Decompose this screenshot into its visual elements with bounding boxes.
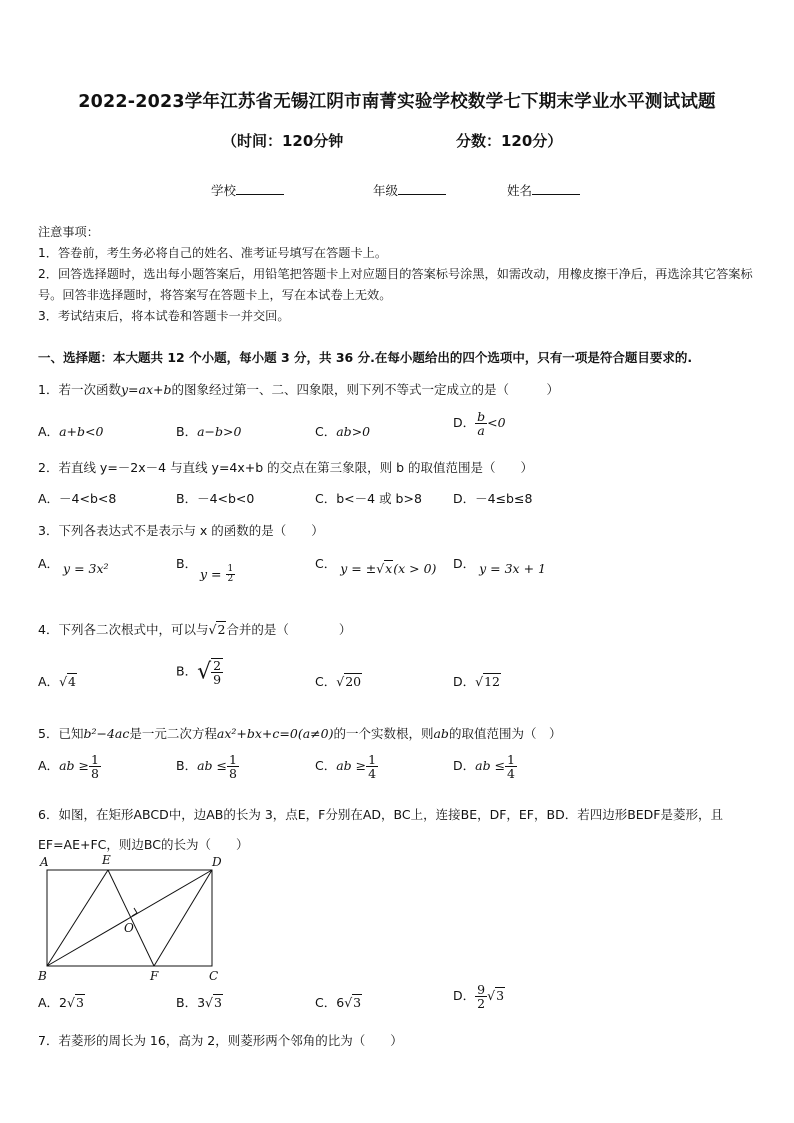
name-blank: [532, 182, 580, 195]
q1-stem-tail: 的图象经过第一、二、四象限，则下列不等式一定成立的是（ ）: [171, 382, 559, 397]
q6-option-c[interactable]: C．6√3: [315, 995, 362, 1010]
q2-option-c[interactable]: C．b<－4 或 b>8: [315, 491, 422, 506]
q1-option-c[interactable]: C．ab>0: [315, 424, 371, 439]
q5-option-a[interactable]: A．ab ≥ $\frac{1}{8}$: [38, 752, 99, 782]
label-f: F: [150, 969, 159, 982]
notes-item-2: 2．回答选择题时，选出每小题答案后，用铅笔把答题卡上对应题目的答案标号涂黑，如需改动，用橡皮擦干净后，再选涂其它答案标号。回答非选择题时，将答案写在答题卡上，写在本试卷上无效。: [38, 267, 753, 302]
q2-option-a[interactable]: A．－4<b<8: [38, 491, 117, 506]
q3-option-b[interactable]: B．: [176, 556, 198, 571]
school-blank: [236, 182, 284, 195]
diagonal-bd: [47, 870, 212, 966]
q1-stem: 1．若一次函数: [38, 382, 121, 397]
question-4: 4．下列各二次根式中，可以与√2合并的是（ ）: [38, 622, 352, 637]
segment-ef: [108, 870, 154, 966]
label-e: E: [102, 853, 111, 867]
grade-field: [373, 181, 446, 199]
segment-be: [47, 870, 108, 966]
q3-option-a[interactable]: A． y = 3x²: [38, 556, 109, 576]
grade-blank: [398, 182, 446, 195]
notes-item-3: 3．考试结束后，将本试卷和答题卡一并交回。: [38, 309, 290, 323]
label-o: O: [124, 921, 134, 935]
rectangle-rhombus-figure: [36, 852, 226, 982]
question-1: [38, 380, 559, 398]
school-field: [211, 181, 284, 199]
q3-option-c[interactable]: C． y = ±√x(x > 0): [315, 556, 437, 576]
right-angle-marker: [132, 908, 137, 916]
q5-option-c[interactable]: C．ab ≥ $\frac{1}{4}$: [315, 752, 377, 782]
question-5: 5．已知b²−4ac是一元二次方程ax²+bx+c=0(a≠0)的一个实数根，则ab的取值范围为（ ）: [38, 726, 562, 741]
q6-option-b[interactable]: B．3√3: [176, 995, 222, 1010]
q1-option-d[interactable]: D． $\frac{b}{a}$ <0: [453, 409, 506, 439]
question-3: 3．下列各表达式不是表示与 x 的函数的是（ ）: [38, 523, 324, 538]
q6-option-d[interactable]: D． $\frac{9}{2}$ √3: [453, 982, 505, 1012]
question-2: 2．若直线 y=－2x－4 与直线 y=4x+b 的交点在第三象限，则 b 的取值范围是（ ）: [38, 460, 534, 475]
label-c: C: [209, 969, 219, 982]
q4-option-c[interactable]: C．√20: [315, 674, 362, 689]
q1-option-b[interactable]: B．a−b>0: [176, 424, 242, 439]
q3-option-b-expr: y = $\frac{1}{2}$: [200, 564, 234, 585]
segment-fd: [154, 870, 212, 966]
exam-time: （时间：120分钟: [222, 132, 344, 150]
q6-option-a[interactable]: A．2√3: [38, 995, 84, 1010]
notes-item-1: 1．答卷前，考生务必将自己的姓名、准考证号填写在答题卡上。: [38, 246, 388, 260]
label-b: B: [38, 969, 47, 982]
notes-block: [38, 222, 760, 327]
label-a: A: [40, 855, 49, 869]
notes-heading: 注意事项：: [38, 225, 99, 239]
q4-option-d[interactable]: D．√12: [453, 674, 501, 689]
q1-function: y=ax+b: [120, 382, 172, 397]
q1-option-a[interactable]: A．a+b<0: [38, 424, 104, 439]
question-6: 6．如图，在矩形ABCD中，边AB的长为 3，点E，F分别在AD，BC上，连接BE，DF，EF，BD．若四边形BEDF是菱形，且EF=AE+FC，则边BC的长为（ ）: [38, 807, 723, 852]
q2-option-d[interactable]: D．－4≤b≤8: [453, 491, 533, 506]
name-field: [507, 181, 580, 199]
q2-option-b[interactable]: B．－4<b<0: [176, 491, 255, 506]
grade-label: 年级: [373, 183, 399, 198]
name-label: 姓名: [507, 183, 533, 198]
q5-option-d[interactable]: D．ab ≤ $\frac{1}{4}$: [453, 752, 515, 782]
q3-option-d[interactable]: D． y = 3x + 1: [453, 556, 546, 576]
q4-option-a[interactable]: A．√4: [38, 674, 76, 689]
q5-option-b[interactable]: B．ab ≤ $\frac{1}{8}$: [176, 752, 237, 782]
label-d: D: [212, 855, 222, 869]
question-7: 7．若菱形的周长为 16，高为 2，则菱形两个邻角的比为（ ）: [38, 1033, 403, 1048]
q4-option-b[interactable]: B．√ $\frac{2}{9}$: [176, 658, 222, 688]
school-label: 学校: [211, 183, 237, 198]
section-heading: 一、选择题：本大题共 12 个小题，每小题 3 分，共 36 分.在每小题给出的四个选项中，只有一项是符合题目要求的.: [38, 350, 693, 365]
page-title: 2022-2023学年江苏省无锡江阴市南菁实验学校数学七下期末学业水平测试试题: [78, 92, 716, 112]
exam-score: 分数：120分）: [456, 132, 563, 150]
